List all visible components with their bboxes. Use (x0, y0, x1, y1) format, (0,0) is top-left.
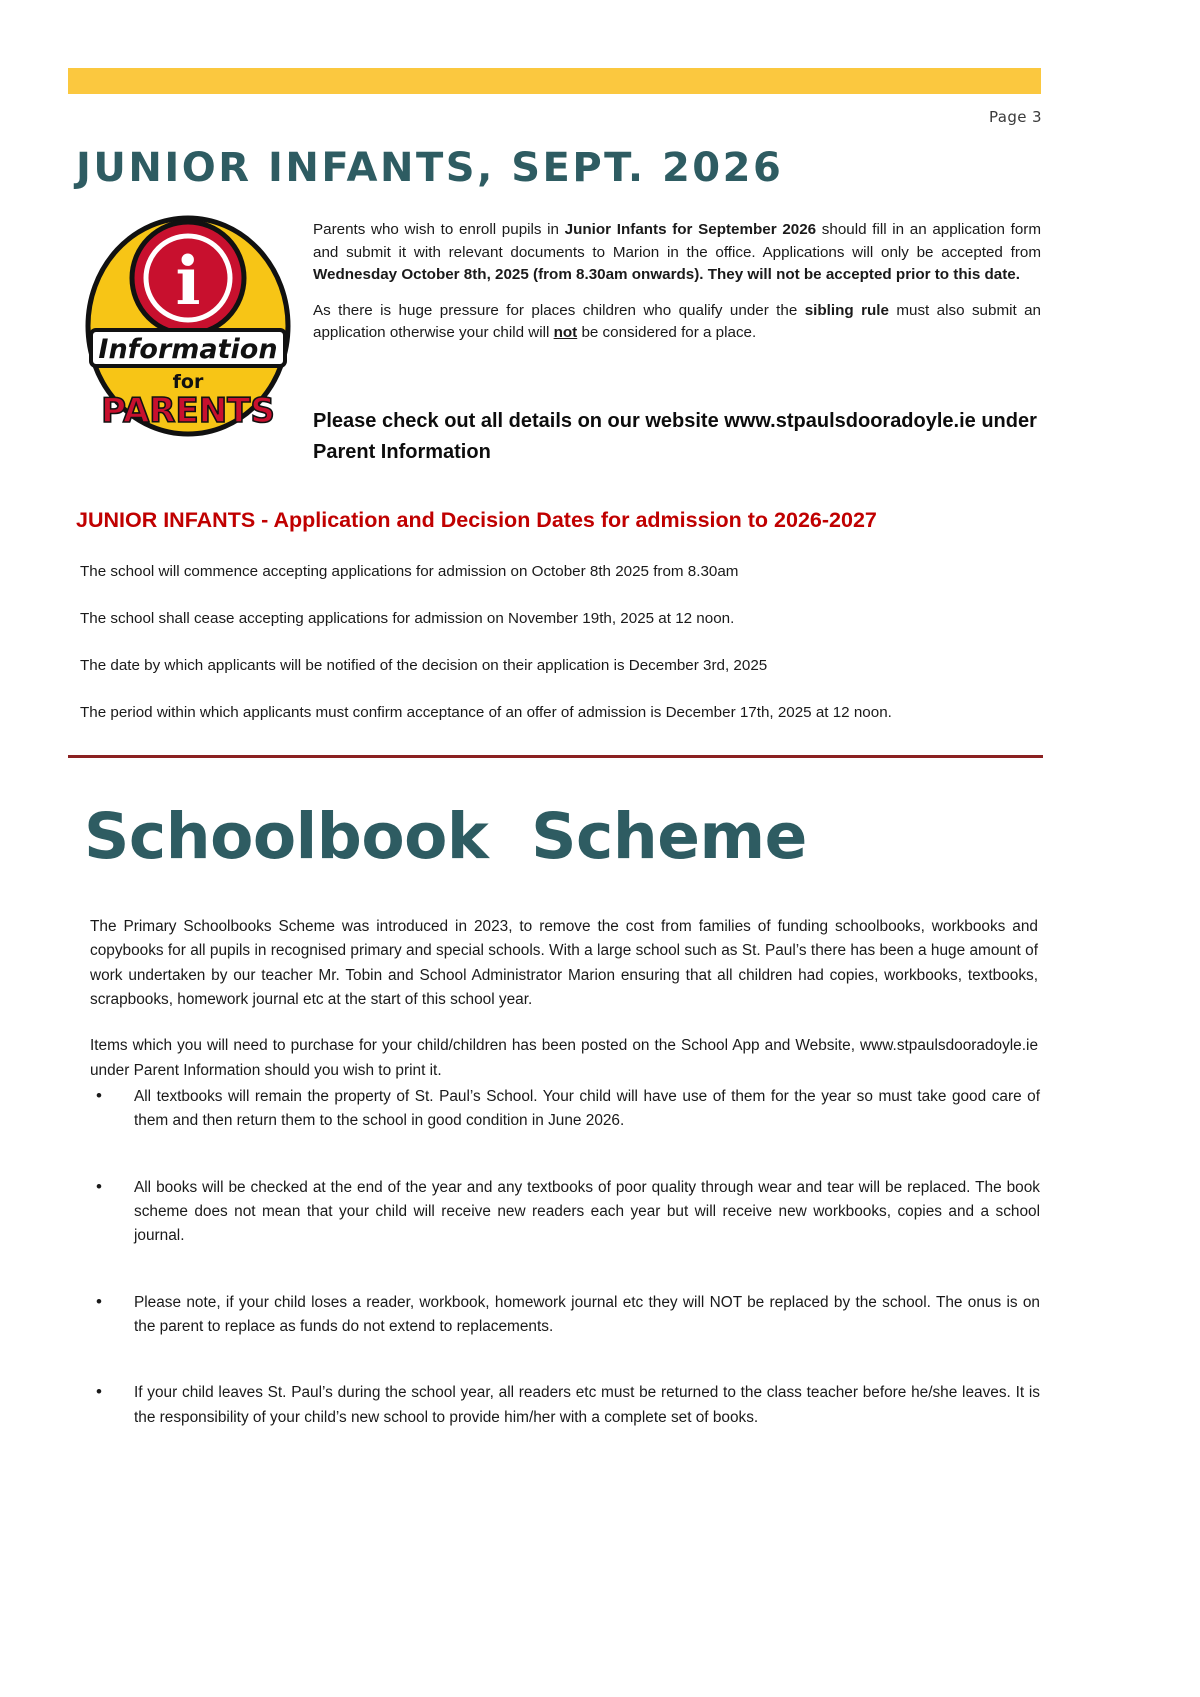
schoolbook-scheme-title: Schoolbook Scheme (84, 800, 807, 873)
scheme-paragraph: The Primary Schoolbooks Scheme was introduced in 2023, to remove the cost from families of funding schoolbooks, workbooks and copybooks for all pupils in recognised primary and special schools. With a large school such as St. Paul’s there has been a huge amount of work undertaken by our teacher Mr. Tobin and School Administrator Marion ensuring that all children had copies, workbooks, textbooks, scrapbooks, homework journal etc at the start of this school year. (90, 918, 1038, 1008)
logo-word-for: for (172, 371, 204, 393)
intro-p1-part1: Parents who wish to enroll pupils in (313, 221, 565, 238)
admission-date-line: The school will commence accepting applications for admission on October 8th 2025 from 8.30am (80, 563, 739, 580)
junior-infants-intro (313, 219, 1041, 358)
admission-date-line: The period within which applicants must confirm acceptance of an offer of admission is December 17th, 2025 at 12 noon. (80, 704, 892, 721)
admission-dates-list (80, 562, 1040, 750)
list-item: • All books will be checked at the end of the year and any textbooks of poor quality through wear and tear will be replaced. The book scheme does not mean that your child will receive new readers each year but will receive new workbooks, copies and a school journal. (90, 1176, 1040, 1249)
intro-p2-part2: must also submit an application otherwise your child will (313, 301, 1041, 341)
intro-p2-part1: As there is huge pressure for places children who qualify under the (313, 301, 805, 319)
intro-p2-bold1: sibling rule (804, 301, 889, 319)
logo-word-information (91, 330, 285, 366)
scheme-paragraph: Items which you will need to purchase for your child/children has been posted on the School App and Website, www.stpaulsdooradoyle.ie under Parent Information should you wish to print it. (90, 1037, 1038, 1079)
svg-text:Information: Information (98, 334, 278, 365)
logo-word-parents: PARENTS (101, 391, 275, 431)
intro-paragraph-2 (313, 300, 1041, 345)
intro-p1-bold2: Wednesday October 8th, 2025 (from 8.30am onwards). They will not be accepted prior to this date. (313, 266, 1020, 283)
intro-p1-bold1: Junior Infants for September 2026 (564, 221, 817, 238)
website-callout: Please check out all details on our website www.stpaulsdooradoyle.ie under Parent Information (313, 410, 1037, 463)
page-number: Page 3 (988, 108, 1042, 126)
list-item: • Please note, if your child loses a reader, workbook, homework journal etc they will NOT be replaced by the school. The onus is on the parent to replace as funds do not extend to replacements. (90, 1291, 1040, 1340)
intro-paragraph-1 (313, 219, 1041, 287)
admission-dates-heading: JUNIOR INFANTS - Application and Decision Dates for admission to 2026-2027 (76, 508, 877, 532)
schoolbook-scheme-body (90, 915, 1038, 1105)
intro-p2-part3: be considered for a place. (577, 324, 757, 341)
logo-letter-i: i (175, 242, 201, 320)
list-item: • All textbooks will remain the property of St. Paul’s School. Your child will have use of them for the year so must take good care of them and then return them to the school in good condition in June 2026. (90, 1085, 1040, 1134)
list-item: • If your child leaves St. Paul’s during the school year, all readers etc must be returned to the class teacher before he/she leaves. It is the responsibility of your child’s new school to provide him/her with a complete set of books. (90, 1381, 1040, 1430)
intro-p2-bold2: not (553, 324, 578, 341)
schoolbook-scheme-bullets (90, 1085, 1040, 1472)
section-divider (68, 755, 1043, 758)
header-accent-bar (68, 68, 1041, 94)
page-title: JUNIOR INFANTS, SEPT. 2026 (76, 145, 784, 191)
admission-date-line: The school shall cease accepting applications for admission on November 19th, 2025 at 12 noon. (80, 610, 735, 627)
intro-p1-part2: should fill in an application form and submit it with relevant documents to Marion in the office. Applications will only be accepted from (313, 221, 1041, 261)
admission-date-line: The date by which applicants will be notified of the decision on their application is December 3rd, 2025 (80, 657, 768, 674)
information-for-parents-logo (85, 208, 295, 440)
